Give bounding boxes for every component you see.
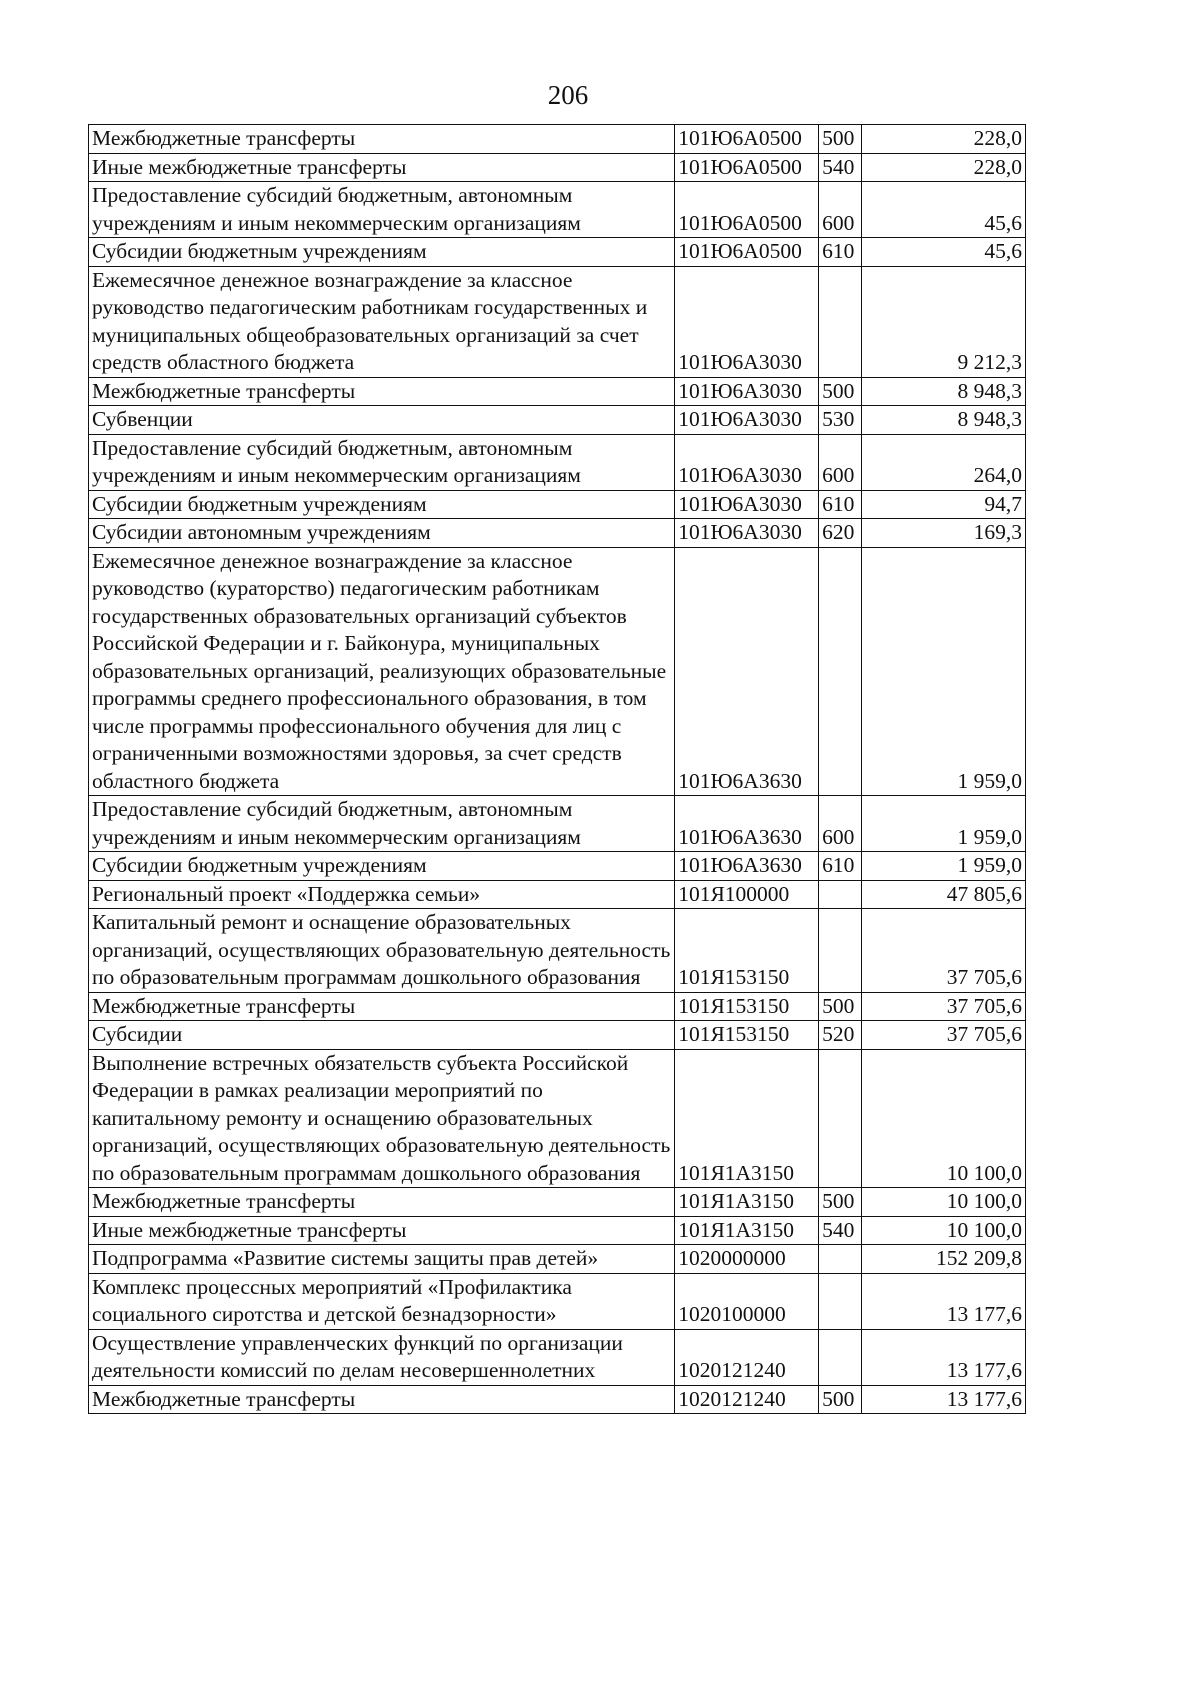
row-type-cell: 500 xyxy=(819,1385,862,1414)
row-type-cell: 500 xyxy=(819,125,862,154)
table-row xyxy=(89,238,1026,267)
row-type-cell: 600 xyxy=(819,182,862,238)
row-sum-cell: 1 959,0 xyxy=(862,852,1026,881)
row-type-cell xyxy=(819,909,862,993)
row-code-cell: 101Ю6А0500 xyxy=(675,125,819,154)
table-row xyxy=(89,1188,1026,1217)
row-code-cell: 101Ю6А3630 xyxy=(675,796,819,852)
row-sum-cell: 169,3 xyxy=(862,519,1026,548)
table-row xyxy=(89,434,1026,490)
row-sum-cell: 45,6 xyxy=(862,238,1026,267)
table-row xyxy=(89,796,1026,852)
table-row xyxy=(89,547,1026,796)
row-type-cell: 540 xyxy=(819,153,862,182)
row-code-cell: 101Ю6А3030 xyxy=(675,434,819,490)
row-type-cell xyxy=(819,1329,862,1385)
row-name-cell: Подпрограмма «Развитие системы защиты прав детей» xyxy=(89,1245,675,1274)
row-code-cell: 101Ю6А3030 xyxy=(675,490,819,519)
table-row xyxy=(89,1021,1026,1050)
row-code-cell: 1020121240 xyxy=(675,1385,819,1414)
row-name-cell: Субсидии автономным учреждениям xyxy=(89,519,675,548)
table-row xyxy=(89,266,1026,377)
table-row xyxy=(89,1049,1026,1188)
table-row xyxy=(89,519,1026,548)
row-type-cell xyxy=(819,266,862,377)
row-name-cell: Межбюджетные трансферты xyxy=(89,377,675,406)
row-name-cell: Предоставление субсидий бюджетным, автономным учреждениям и иным некоммерческим организациям xyxy=(89,434,675,490)
row-name-cell: Субсидии бюджетным учреждениям xyxy=(89,490,675,519)
row-code-cell: 101Ю6А3030 xyxy=(675,377,819,406)
row-sum-cell: 45,6 xyxy=(862,182,1026,238)
table-row xyxy=(89,1216,1026,1245)
row-sum-cell: 1 959,0 xyxy=(862,547,1026,796)
row-name-cell: Межбюджетные трансферты xyxy=(89,125,675,154)
budget-table xyxy=(88,124,1026,1414)
row-code-cell: 1020000000 xyxy=(675,1245,819,1274)
row-name-cell: Ежемесячное денежное вознаграждение за классное руководство педагогическим работникам государственных и муниципальных общеобразовательных организаций за счет средств областного бюджета xyxy=(89,266,675,377)
table-row xyxy=(89,1273,1026,1329)
row-type-cell: 610 xyxy=(819,490,862,519)
row-sum-cell: 9 212,3 xyxy=(862,266,1026,377)
table-row xyxy=(89,992,1026,1021)
row-type-cell xyxy=(819,1245,862,1274)
row-name-cell: Выполнение встречных обязательств субъекта Российской Федерации в рамках реализации мероприятий по капитальному ремонту и оснащению образовательных организаций, осуществляющих образовательную деятельность по образовательным программам дошкольного образования xyxy=(89,1049,675,1188)
row-type-cell xyxy=(819,1273,862,1329)
row-code-cell: 1020121240 xyxy=(675,1329,819,1385)
table-row xyxy=(89,1385,1026,1414)
table-row xyxy=(89,490,1026,519)
row-code-cell: 101Ю6А3630 xyxy=(675,547,819,796)
row-code-cell: 101Я153150 xyxy=(675,992,819,1021)
row-sum-cell: 37 705,6 xyxy=(862,909,1026,993)
row-type-cell: 530 xyxy=(819,406,862,435)
row-name-cell: Предоставление субсидий бюджетным, автономным учреждениям и иным некоммерческим организациям xyxy=(89,182,675,238)
row-type-cell: 610 xyxy=(819,852,862,881)
row-sum-cell: 1 959,0 xyxy=(862,796,1026,852)
row-name-cell: Предоставление субсидий бюджетным, автономным учреждениям и иным некоммерческим организациям xyxy=(89,796,675,852)
row-sum-cell: 47 805,6 xyxy=(862,880,1026,909)
row-type-cell: 520 xyxy=(819,1021,862,1050)
row-sum-cell: 37 705,6 xyxy=(862,992,1026,1021)
row-sum-cell: 10 100,0 xyxy=(862,1188,1026,1217)
row-name-cell: Комплекс процессных мероприятий «Профилактика социального сиротства и детской безнадзорности» xyxy=(89,1273,675,1329)
row-name-cell: Ежемесячное денежное вознаграждение за классное руководство (кураторство) педагогическим работникам государственных образовательных организаций субъектов Российской Федерации и г. Байконура, муниципальных образовательных организаций, реализующих образовательные программы среднего профессионального образования, в том числе программы профессионального обучения для лиц с ограниченными возможностями здоровья, за счет средств областного бюджета xyxy=(89,547,675,796)
row-code-cell: 101Ю6А0500 xyxy=(675,182,819,238)
row-code-cell: 101Ю6А3030 xyxy=(675,406,819,435)
row-name-cell: Капитальный ремонт и оснащение образовательных организаций, осуществляющих образовательную деятельность по образовательным программам дошкольного образования xyxy=(89,909,675,993)
row-sum-cell: 13 177,6 xyxy=(862,1273,1026,1329)
table-row xyxy=(89,1329,1026,1385)
table-row xyxy=(89,153,1026,182)
row-type-cell xyxy=(819,1049,862,1188)
row-type-cell: 500 xyxy=(819,992,862,1021)
row-code-cell: 101Ю6А3030 xyxy=(675,519,819,548)
row-code-cell: 101Я153150 xyxy=(675,909,819,993)
table-row xyxy=(89,182,1026,238)
row-type-cell: 620 xyxy=(819,519,862,548)
table-row xyxy=(89,125,1026,154)
row-sum-cell: 152 209,8 xyxy=(862,1245,1026,1274)
table-row xyxy=(89,1245,1026,1274)
row-code-cell: 101Ю6А3630 xyxy=(675,852,819,881)
page-number: 206 xyxy=(547,80,589,110)
row-code-cell: 101Я100000 xyxy=(675,880,819,909)
row-code-cell: 101Я1А3150 xyxy=(675,1188,819,1217)
row-name-cell: Субвенции xyxy=(89,406,675,435)
row-type-cell: 610 xyxy=(819,238,862,267)
row-code-cell: 1020100000 xyxy=(675,1273,819,1329)
row-name-cell: Межбюджетные трансферты xyxy=(89,1188,675,1217)
row-name-cell: Субсидии бюджетным учреждениям xyxy=(89,852,675,881)
row-name-cell: Осуществление управленческих функций по организации деятельности комиссий по делам несовершеннолетних xyxy=(89,1329,675,1385)
row-sum-cell: 13 177,6 xyxy=(862,1329,1026,1385)
row-sum-cell: 228,0 xyxy=(862,153,1026,182)
table-row xyxy=(89,880,1026,909)
row-code-cell: 101Ю6А0500 xyxy=(675,238,819,267)
row-sum-cell: 10 100,0 xyxy=(862,1216,1026,1245)
row-name-cell: Иные межбюджетные трансферты xyxy=(89,153,675,182)
row-code-cell: 101Ю6А0500 xyxy=(675,153,819,182)
row-sum-cell: 8 948,3 xyxy=(862,406,1026,435)
row-type-cell: 500 xyxy=(819,1188,862,1217)
row-sum-cell: 37 705,6 xyxy=(862,1021,1026,1050)
row-name-cell: Субсидии xyxy=(89,1021,675,1050)
row-sum-cell: 8 948,3 xyxy=(862,377,1026,406)
row-code-cell: 101Я1А3150 xyxy=(675,1049,819,1188)
table-row xyxy=(89,852,1026,881)
row-code-cell: 101Я153150 xyxy=(675,1021,819,1050)
row-type-cell xyxy=(819,547,862,796)
row-sum-cell: 13 177,6 xyxy=(862,1385,1026,1414)
row-name-cell: Субсидии бюджетным учреждениям xyxy=(89,238,675,267)
budget-table-body xyxy=(89,125,1026,1414)
row-sum-cell: 228,0 xyxy=(862,125,1026,154)
row-name-cell: Иные межбюджетные трансферты xyxy=(89,1216,675,1245)
row-code-cell: 101Ю6А3030 xyxy=(675,266,819,377)
table-row xyxy=(89,406,1026,435)
row-sum-cell: 10 100,0 xyxy=(862,1049,1026,1188)
row-type-cell: 600 xyxy=(819,434,862,490)
table-row xyxy=(89,909,1026,993)
row-type-cell: 600 xyxy=(819,796,862,852)
row-type-cell xyxy=(819,880,862,909)
row-type-cell: 500 xyxy=(819,377,862,406)
row-name-cell: Региональный проект «Поддержка семьи» xyxy=(89,880,675,909)
row-sum-cell: 94,7 xyxy=(862,490,1026,519)
row-type-cell: 540 xyxy=(819,1216,862,1245)
row-name-cell: Межбюджетные трансферты xyxy=(89,992,675,1021)
table-row xyxy=(89,377,1026,406)
row-code-cell: 101Я1А3150 xyxy=(675,1216,819,1245)
row-name-cell: Межбюджетные трансферты xyxy=(89,1385,675,1414)
row-sum-cell: 264,0 xyxy=(862,434,1026,490)
